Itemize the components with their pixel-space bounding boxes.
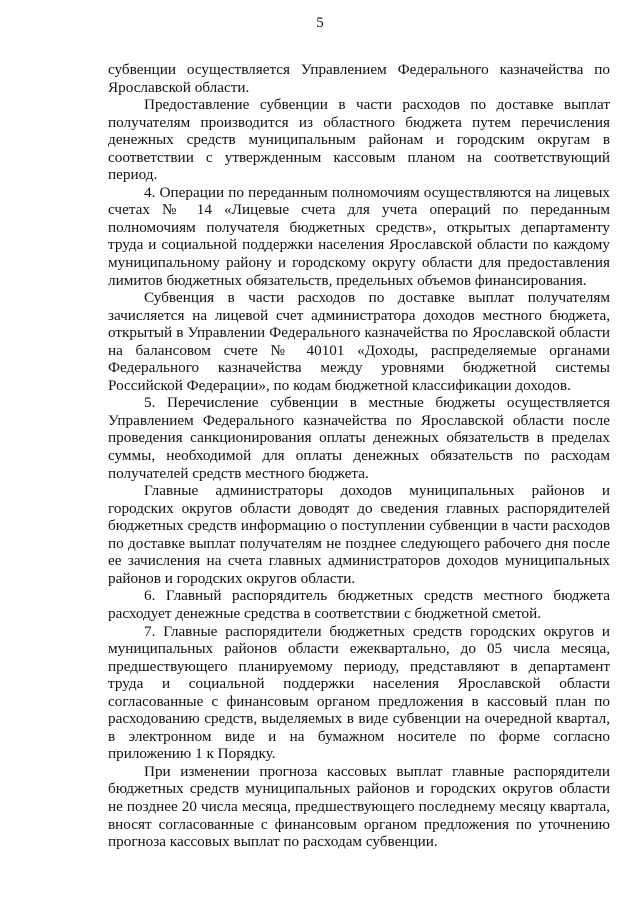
paragraph-item-6: 6. Главный распорядитель бюджетных средств местного бюджета расходует денежные средства в соответствии с бюджетной сметой. [108, 587, 610, 622]
paragraph-item-5: 5. Перечисление субвенции в местные бюджеты осуществляется Управлением Федерального казначейства по Ярославской области после проведения санкционирования оплаты денежных обязательств в пределах суммы, необходимой для оплаты денежных обязательств по расходам получателей средств местного бюджета. [108, 394, 610, 482]
paragraph-item-7: 7. Главные распорядители бюджетных средств городских округов и муниципальных районов области ежеквартально, до 05 числа месяца, предшествующего планируемому периоду, представляют в департамент труда и социальной поддержки населения Ярославской области согласованные с финансовым органом предложения в кассовый план по расходованию средств, выделяемых в виде субвенции на очередной квартал, в электронном виде и на бумажном носителе по форме согласно приложению 1 к Порядку. [108, 622, 610, 763]
paragraph-forecast-change: При изменении прогноза кассовых выплат главные распорядители бюджетных средств муниципальных районов и городских округов области не позднее 20 числа месяца, предшествующего последнему месяцу квартала, вносят согласованные с финансовым органом предложения по уточнению прогноза кассовых выплат по расходам субвенции. [108, 762, 610, 851]
paragraph-continuation: субвенции осуществляется Управлением Федерального казначейства по Ярославской области. [108, 61, 610, 96]
paragraph-revenue-administrators: Главные администраторы доходов муниципальных районов и городских округов области доводят до сведения главных распорядителей бюджетных средств информацию о поступлении субвенции в части расходов по доставке выплат получателям не позднее следующего рабочего дня после ее зачисления на счета главных администраторов доходов муниципальных районов и городских округов области. [108, 482, 610, 587]
document-body [108, 61, 610, 851]
paragraph-subvention-crediting: Субвенция в части расходов по доставке выплат получателям зачисляется на лицевой счет администратора доходов местного бюджета, открытый в Управлении Федерального казначейства по Ярославской области на балансовом счете № 40101 «Доходы, распределяемые органами Федерального казначейства между уровнями бюджетной системы Российской Федерации», по кодам бюджетной классификации доходов. [108, 289, 610, 394]
paragraph-subvention-transfer: Предоставление субвенции в части расходов по доставке выплат получателям производится из областного бюджета путем перечисления денежных средств муниципальным районам и городским округам в соответствии с утвержденным кассовым планом на соответствующий период. [108, 96, 610, 184]
paragraph-item-4: 4. Операции по переданным полномочиям осуществляются на лицевых счетах № 14 «Лицевые счета для учета операций по переданным полномочиям получателя бюджетных средств», открытых департаменту труда и социальной поддержки населения Ярославской области по каждому муниципальному району и городскому округу области для предоставления лимитов бюджетных обязательств, предельных объемов финансирования. [108, 183, 610, 289]
page-number: 5 [316, 15, 324, 31]
